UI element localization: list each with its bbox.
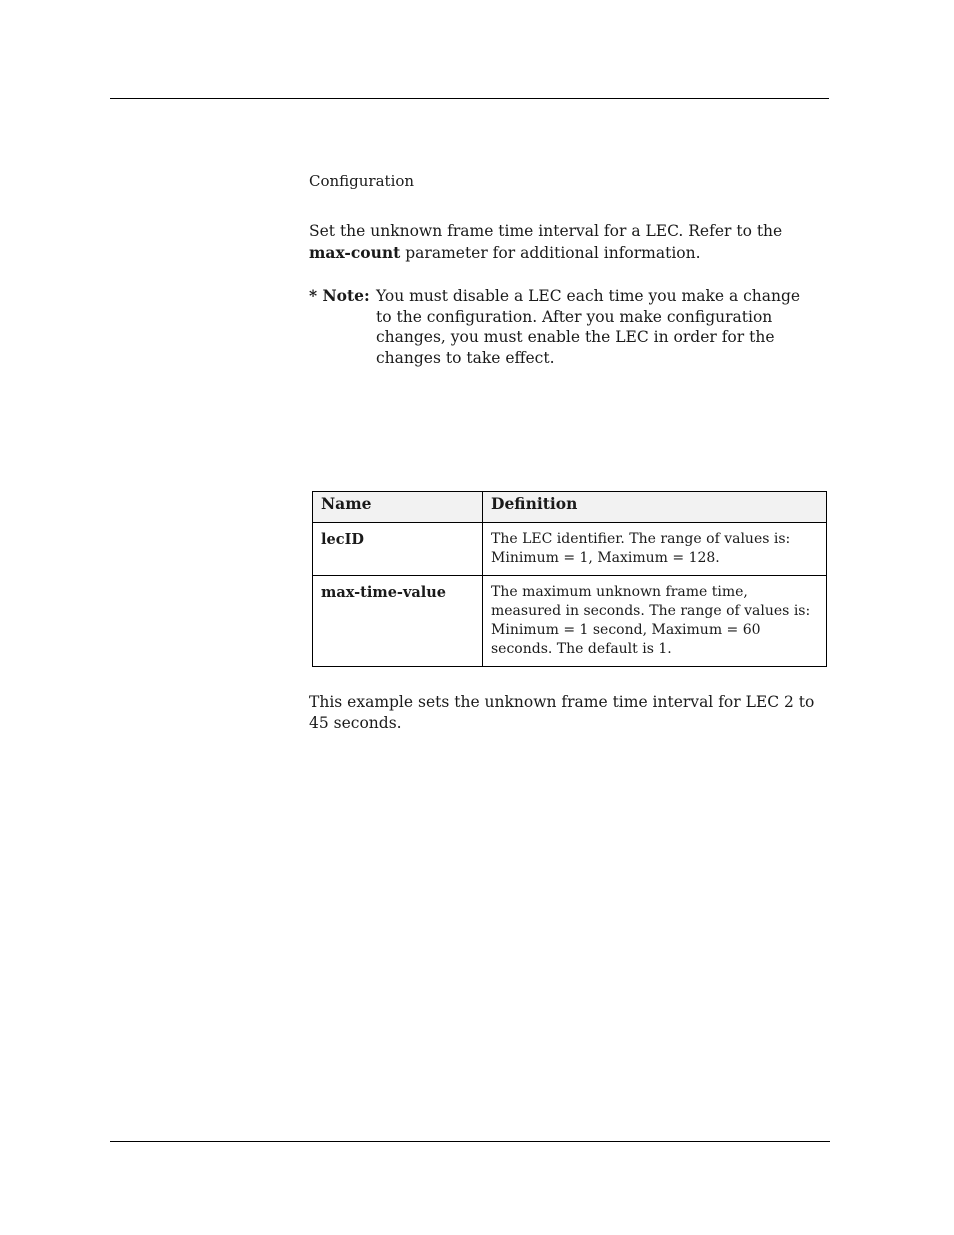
parameter-table	[312, 491, 827, 667]
note-text: You must disable a LEC each time you make a change to the configuration. After you make configuration changes, you must enable the LEC in order for the changes to take effect.	[376, 287, 801, 367]
header-rule	[110, 98, 829, 99]
table-header-row	[313, 492, 827, 523]
command-mode: Configuration	[309, 172, 415, 190]
param-definition: The maximum unknown frame time, measured in seconds. The range of values is: Minimum = 1 second, Maximum = 60 seconds. The default is 1.	[483, 576, 827, 667]
param-name: max-time-value	[313, 576, 483, 667]
footer-rule	[110, 1141, 830, 1142]
param-definition: The LEC identifier. The range of values is: Minimum = 1, Maximum = 128.	[483, 523, 827, 576]
table-row	[313, 576, 827, 667]
note-block	[309, 286, 809, 368]
header-name: Name	[313, 492, 483, 523]
command-description	[309, 221, 825, 264]
max-count-reference: max-count	[309, 243, 401, 262]
param-name: lecID	[313, 523, 483, 576]
description-text-end: parameter for additional information.	[400, 244, 701, 262]
header-definition: Definition	[483, 492, 827, 523]
example-text: This example sets the unknown frame time interval for LEC 2 to 45 seconds.	[309, 693, 815, 732]
note-label: * Note:	[309, 286, 370, 305]
description-text: Set the unknown frame time interval for a LEC. Refer to the	[309, 222, 783, 240]
table-row	[313, 523, 827, 576]
